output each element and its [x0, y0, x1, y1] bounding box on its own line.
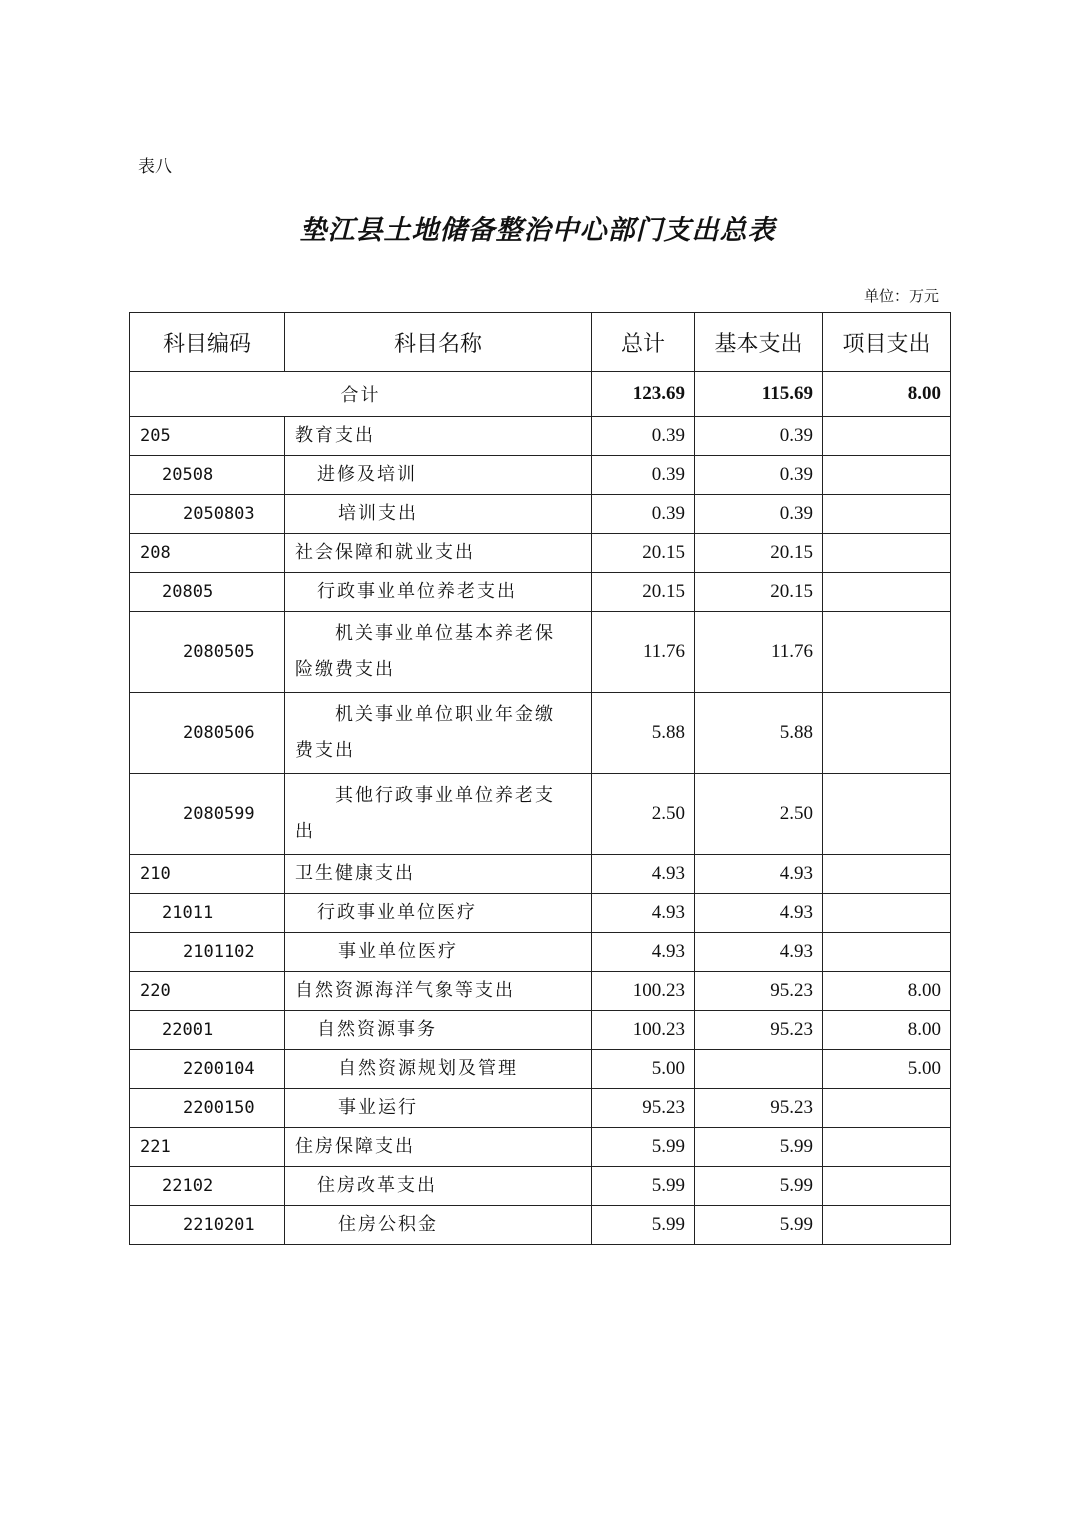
row-basic: 95.23 [695, 972, 823, 1011]
row-name: 事业运行 [285, 1089, 592, 1128]
row-code: 2080599 [130, 774, 285, 855]
row-basic: 0.39 [695, 417, 823, 456]
row-basic: 11.76 [695, 612, 823, 693]
table-row [130, 612, 951, 693]
row-project [823, 534, 951, 573]
row-total: 0.39 [592, 495, 695, 534]
row-code: 220 [130, 972, 285, 1011]
row-name-line2: 险缴费支出 [295, 659, 395, 680]
row-project [823, 774, 951, 855]
row-code: 2080505 [130, 612, 285, 693]
row-total: 2.50 [592, 774, 695, 855]
total-label: 合计 [130, 372, 592, 417]
row-name [285, 693, 592, 774]
row-name: 事业单位医疗 [285, 933, 592, 972]
row-name-line1: 机关事业单位职业年金缴 [335, 704, 555, 725]
table-row [130, 774, 951, 855]
header-project: 项目支出 [823, 313, 951, 372]
row-code: 2101102 [130, 933, 285, 972]
table-row [130, 1050, 951, 1089]
total-row [130, 372, 951, 417]
row-project [823, 1167, 951, 1206]
table-row [130, 456, 951, 495]
row-total: 100.23 [592, 972, 695, 1011]
row-name-line2: 费支出 [295, 740, 355, 761]
row-name: 住房保障支出 [285, 1128, 592, 1167]
row-name: 行政事业单位养老支出 [285, 573, 592, 612]
row-basic: 5.99 [695, 1167, 823, 1206]
row-basic: 4.93 [695, 933, 823, 972]
table-row [130, 855, 951, 894]
row-code: 22102 [130, 1167, 285, 1206]
row-project [823, 855, 951, 894]
expenditure-table [129, 312, 951, 1245]
total-total: 123.69 [592, 372, 695, 417]
row-project [823, 417, 951, 456]
row-basic: 20.15 [695, 573, 823, 612]
row-total: 4.93 [592, 933, 695, 972]
row-basic: 95.23 [695, 1089, 823, 1128]
row-name-line1: 其他行政事业单位养老支 [335, 785, 555, 806]
row-code: 2050803 [130, 495, 285, 534]
header-name: 科目名称 [285, 313, 592, 372]
table-row [130, 534, 951, 573]
row-code: 20805 [130, 573, 285, 612]
row-project [823, 456, 951, 495]
row-code: 2200104 [130, 1050, 285, 1089]
table-row [130, 933, 951, 972]
row-project [823, 933, 951, 972]
row-project [823, 1128, 951, 1167]
table-row [130, 1128, 951, 1167]
row-name: 自然资源海洋气象等支出 [285, 972, 592, 1011]
row-code: 210 [130, 855, 285, 894]
row-code: 2080506 [130, 693, 285, 774]
row-total: 5.99 [592, 1128, 695, 1167]
row-code: 21011 [130, 894, 285, 933]
row-name [285, 774, 592, 855]
row-basic [695, 1050, 823, 1089]
table-row [130, 573, 951, 612]
table-row [130, 495, 951, 534]
row-name: 住房改革支出 [285, 1167, 592, 1206]
total-basic: 115.69 [695, 372, 823, 417]
document-title: 垫江县土地储备整治中心部门支出总表 [299, 215, 776, 246]
row-code: 208 [130, 534, 285, 573]
row-total: 20.15 [592, 534, 695, 573]
table-row [130, 894, 951, 933]
table-row [130, 693, 951, 774]
row-name: 卫生健康支出 [285, 855, 592, 894]
total-project: 8.00 [823, 372, 951, 417]
row-basic: 5.99 [695, 1206, 823, 1245]
row-name: 社会保障和就业支出 [285, 534, 592, 573]
row-project [823, 612, 951, 693]
row-project [823, 894, 951, 933]
header-code: 科目编码 [130, 313, 285, 372]
row-total: 5.99 [592, 1206, 695, 1245]
row-basic: 2.50 [695, 774, 823, 855]
row-basic: 20.15 [695, 534, 823, 573]
row-project [823, 1206, 951, 1245]
row-name-line2: 出 [295, 821, 315, 842]
row-basic: 5.88 [695, 693, 823, 774]
row-total: 4.93 [592, 855, 695, 894]
row-name [285, 612, 592, 693]
header-total: 总计 [592, 313, 695, 372]
row-name: 教育支出 [285, 417, 592, 456]
row-name: 培训支出 [285, 495, 592, 534]
row-name: 行政事业单位医疗 [285, 894, 592, 933]
row-total: 20.15 [592, 573, 695, 612]
row-code: 22001 [130, 1011, 285, 1050]
page-label: 表八 [138, 157, 172, 177]
row-total: 5.99 [592, 1167, 695, 1206]
row-project [823, 693, 951, 774]
row-project: 5.00 [823, 1050, 951, 1089]
row-total: 5.88 [592, 693, 695, 774]
row-project [823, 495, 951, 534]
row-name-line1: 机关事业单位基本养老保 [335, 623, 555, 644]
row-project: 8.00 [823, 972, 951, 1011]
table-row [130, 1206, 951, 1245]
unit-label: 单位：万元 [863, 287, 939, 305]
row-total: 0.39 [592, 417, 695, 456]
row-basic: 0.39 [695, 456, 823, 495]
row-name: 自然资源事务 [285, 1011, 592, 1050]
row-name: 住房公积金 [285, 1206, 592, 1245]
row-name: 自然资源规划及管理 [285, 1050, 592, 1089]
table-header-row [130, 313, 951, 372]
table-row [130, 1089, 951, 1128]
row-basic: 4.93 [695, 855, 823, 894]
row-total: 5.00 [592, 1050, 695, 1089]
row-total: 100.23 [592, 1011, 695, 1050]
table-row [130, 1011, 951, 1050]
row-code: 205 [130, 417, 285, 456]
row-project: 8.00 [823, 1011, 951, 1050]
row-basic: 0.39 [695, 495, 823, 534]
row-code: 2210201 [130, 1206, 285, 1245]
table-row [130, 972, 951, 1011]
row-name: 进修及培训 [285, 456, 592, 495]
row-total: 4.93 [592, 894, 695, 933]
row-project [823, 1089, 951, 1128]
row-project [823, 573, 951, 612]
row-basic: 5.99 [695, 1128, 823, 1167]
row-total: 11.76 [592, 612, 695, 693]
row-code: 221 [130, 1128, 285, 1167]
row-total: 0.39 [592, 456, 695, 495]
table-row [130, 1167, 951, 1206]
table-row [130, 417, 951, 456]
row-basic: 95.23 [695, 1011, 823, 1050]
row-basic: 4.93 [695, 894, 823, 933]
row-total: 95.23 [592, 1089, 695, 1128]
header-basic: 基本支出 [695, 313, 823, 372]
row-code: 20508 [130, 456, 285, 495]
row-code: 2200150 [130, 1089, 285, 1128]
